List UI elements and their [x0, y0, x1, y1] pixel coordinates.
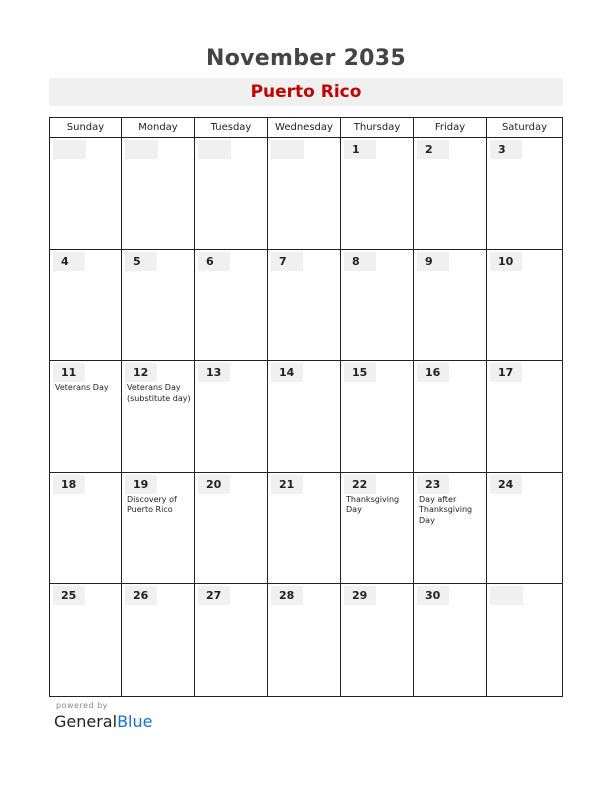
day-cell-22[interactable]: [341, 473, 414, 585]
calendar-grid: [49, 117, 563, 697]
holiday-label: Thanksgiving Day: [346, 494, 400, 515]
day-number: 18: [53, 475, 85, 494]
day-cell-20[interactable]: [195, 473, 268, 585]
day-cell-21[interactable]: [268, 473, 341, 585]
day-number: 15: [344, 363, 376, 382]
day-number: [53, 140, 86, 159]
day-cell-18[interactable]: [50, 473, 122, 585]
generalblue-logo[interactable]: [54, 712, 152, 731]
weekday-header-wednesday: Wednesday: [268, 118, 341, 138]
day-cell-4[interactable]: [50, 250, 122, 362]
day-number: 1: [344, 140, 376, 159]
day-number: 22: [344, 475, 376, 494]
day-number: 26: [125, 586, 157, 605]
day-number: 16: [417, 363, 449, 382]
powered-by-text: powered by: [56, 701, 108, 710]
day-cell-2[interactable]: [414, 138, 487, 250]
holiday-label: Discovery of Puerto Rico: [127, 494, 177, 515]
day-number: 17: [490, 363, 522, 382]
empty-day-cell: [487, 584, 562, 696]
day-number: [271, 140, 304, 159]
day-cell-3[interactable]: [487, 138, 562, 250]
day-number: 25: [53, 586, 85, 605]
day-number: 3: [490, 140, 522, 159]
day-cell-8[interactable]: [341, 250, 414, 362]
day-number: 4: [53, 252, 85, 271]
day-cell-15[interactable]: [341, 361, 414, 473]
empty-day-cell: [122, 138, 195, 250]
holiday-label: Veterans Day (substitute day): [127, 383, 191, 403]
day-number: 19: [125, 475, 157, 494]
day-cell-30[interactable]: [414, 584, 487, 696]
day-number: 20: [198, 475, 230, 494]
region-label: Puerto Rico: [250, 82, 362, 102]
weekday-header-saturday: Saturday: [487, 118, 562, 138]
day-number: 14: [271, 363, 303, 382]
day-number: 12: [125, 363, 157, 382]
day-cell-6[interactable]: [195, 250, 268, 362]
day-cell-11[interactable]: [50, 361, 122, 473]
holiday-label: Day after Thanksgiving Day: [419, 494, 473, 525]
day-number: 21: [271, 475, 303, 494]
day-number: [490, 586, 523, 605]
day-cell-13[interactable]: [195, 361, 268, 473]
brand-general: General: [54, 712, 118, 731]
empty-day-cell: [268, 138, 341, 250]
holiday-label: Veterans Day: [55, 383, 109, 393]
day-number: [125, 140, 158, 159]
weekday-header-sunday: Sunday: [50, 118, 122, 138]
day-cell-26[interactable]: [122, 584, 195, 696]
day-cell-5[interactable]: [122, 250, 195, 362]
day-cell-19[interactable]: [122, 473, 195, 585]
day-number: 30: [417, 586, 449, 605]
weekday-header-friday: Friday: [414, 118, 487, 138]
day-number: 11: [53, 363, 85, 382]
weekday-header-tuesday: Tuesday: [195, 118, 268, 138]
day-cell-17[interactable]: [487, 361, 562, 473]
day-cell-29[interactable]: [341, 584, 414, 696]
weekday-header-monday: Monday: [122, 118, 195, 138]
calendar-title: November 2035: [205, 46, 407, 71]
day-number: [198, 140, 231, 159]
day-cell-27[interactable]: [195, 584, 268, 696]
day-number: 23: [417, 475, 449, 494]
day-number: 10: [490, 252, 522, 271]
region-banner: [49, 78, 563, 106]
day-cell-7[interactable]: [268, 250, 341, 362]
day-cell-10[interactable]: [487, 250, 562, 362]
day-number: 5: [125, 252, 157, 271]
day-cell-23[interactable]: [414, 473, 487, 585]
day-number: 9: [417, 252, 449, 271]
day-number: 28: [271, 586, 303, 605]
day-cell-24[interactable]: [487, 473, 562, 585]
day-cell-1[interactable]: [341, 138, 414, 250]
day-cell-25[interactable]: [50, 584, 122, 696]
empty-day-cell: [50, 138, 122, 250]
brand-blue: Blue: [117, 712, 153, 731]
empty-day-cell: [195, 138, 268, 250]
day-cell-9[interactable]: [414, 250, 487, 362]
day-cell-12[interactable]: [122, 361, 195, 473]
day-number: 24: [490, 475, 522, 494]
day-number: 8: [344, 252, 376, 271]
day-number: 29: [344, 586, 376, 605]
day-cell-16[interactable]: [414, 361, 487, 473]
day-number: 27: [198, 586, 230, 605]
day-number: 2: [417, 140, 449, 159]
day-number: 13: [198, 363, 230, 382]
day-number: 6: [198, 252, 230, 271]
day-number: 7: [271, 252, 303, 271]
weekday-header-thursday: Thursday: [341, 118, 414, 138]
day-cell-14[interactable]: [268, 361, 341, 473]
day-cell-28[interactable]: [268, 584, 341, 696]
